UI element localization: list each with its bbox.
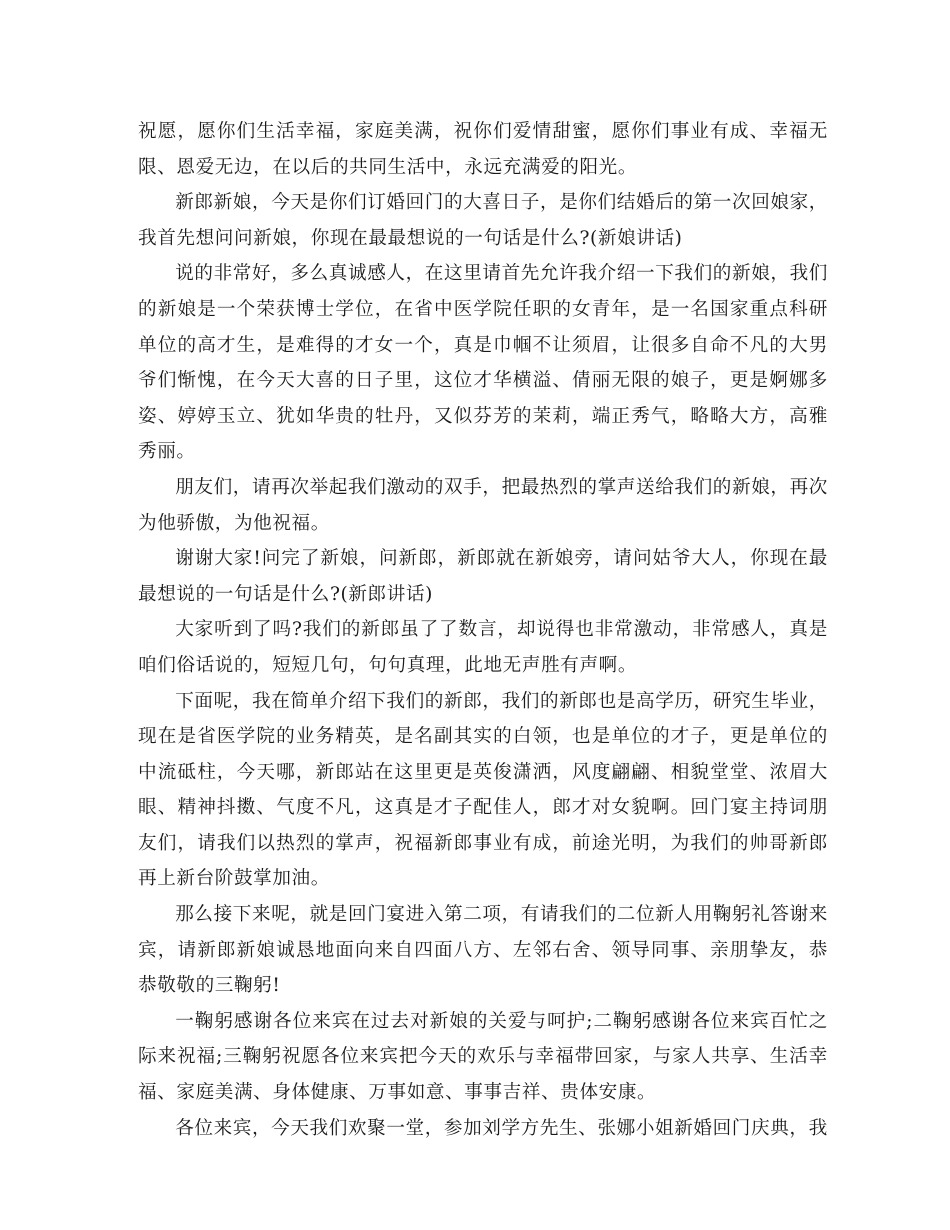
document-body [138, 114, 828, 1146]
paragraph-6: 大家听到了吗?我们的新郎虽了了数言，却说得也非常激动，非常感人，真是咱们俗话说的，短短几句，句句真理，此地无声胜有声啊。 [138, 619, 828, 676]
paragraph-1: 祝愿，愿你们生活幸福，家庭美满，祝你们爱情甜蜜，愿你们事业有成、幸福无限、恩爱无边，在以后的共同生活中，永远充满爱的阳光。 [138, 121, 828, 178]
paragraph-3: 说的非常好，多么真诚感人，在这里请首先允许我介绍一下我们的新娘，我们的新娘是一个荣获博士学位，在省中医学院任职的女青年，是一名国家重点科研单位的高才生，是难得的才女一个，真是巾帼不让须眉，让很多自命不凡的大男爷们惭愧，在今天大喜的日子里，这位才华横溢、倩丽无限的娘子，更是婀娜多姿、婷婷玉立、犹如华贵的牡丹，又似芬芳的茉莉，端正秀气，略略大方，高雅秀丽。 [138, 263, 828, 463]
paragraph-8: 那么接下来呢，就是回门宴进入第二项，有请我们的二位新人用鞠躬礼答谢来宾，请新郎新娘诚恳地面向来自四面八方、左邻右舍、领导同事、亲朋挚友，恭恭敬敬的三鞠躬! [138, 904, 828, 997]
paragraph-2: 新郎新娘，今天是你们订婚回门的大喜日子，是你们结婚后的第一次回娘家，我首先想问问新娘，你现在最最想说的一句话是什么?(新娘讲话) [138, 192, 828, 249]
paragraph-7: 下面呢，我在简单介绍下我们的新郎，我们的新郎也是高学历，研究生毕业，现在是省医学院的业务精英，是名副其实的白领，也是单位的才子，更是单位的中流砥柱，今天哪，新郎站在这里更是英俊潇洒，风度翩翩、相貌堂堂、浓眉大眼、精神抖擞、气度不凡，这真是才子配佳人，郎才对女貌啊。回门宴主持词朋友们，请我们以热烈的掌声，祝福新郎事业有成，前途光明，为我们的帅哥新郎再上新台阶鼓掌加油。 [138, 690, 828, 890]
paragraph-5: 谢谢大家!问完了新娘，问新郎，新郎就在新娘旁，请问姑爷大人，你现在最最想说的一句话是什么?(新郎讲话) [138, 548, 828, 605]
paragraph-9: 一鞠躬感谢各位来宾在过去对新娘的关爱与呵护;二鞠躬感谢各位来宾百忙之际来祝福;三鞠躬祝愿各位来宾把今天的欢乐与幸福带回家，与家人共享、生活幸福、家庭美满、身体健康、万事如意、事事吉祥、贵体安康。 [138, 1010, 828, 1104]
paragraph-10: 各位来宾，今天我们欢聚一堂，参加刘学方先生、张娜小姐新婚回门庆典，我 [175, 1117, 828, 1139]
paragraph-4: 朋友们，请再次举起我们激动的双手，把最热烈的掌声送给我们的新娘，再次为他骄傲，为他祝福。 [138, 476, 828, 534]
